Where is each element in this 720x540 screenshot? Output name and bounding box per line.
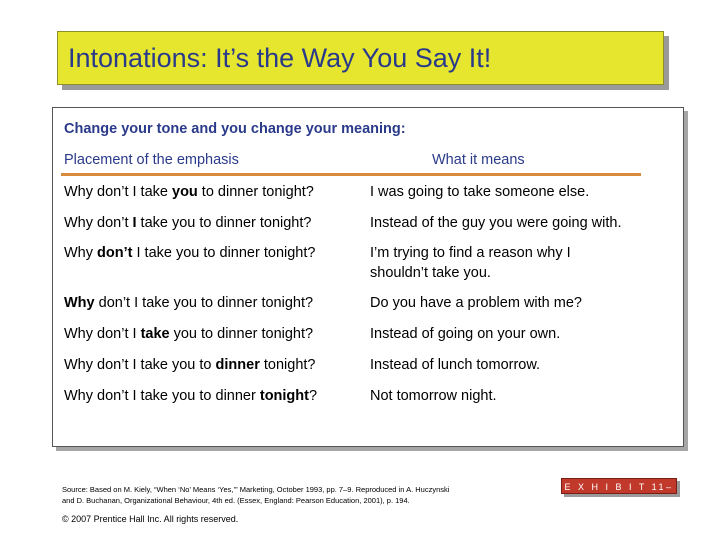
emphasized-word: tonight [259,388,309,404]
table-row-sentence: Why don’t I take you to dinner tonight? [64,245,316,261]
table-row-meaning: Instead of lunch tomorrow. [370,357,541,373]
table-row-meaning: I was going to take someone else. [370,184,590,200]
table-row-sentence: Why don’t I take you to dinner tonight? [64,388,318,404]
title-banner [57,31,664,85]
header-divider [61,173,641,176]
page-title: Intonations: It’s the Way You Say It! [68,43,492,73]
table-row-sentence: Why don’t I take you to dinner tonight? [64,184,314,200]
emphasized-word: Why [64,295,95,311]
table-row-meaning: Instead of the guy you were going with. [370,215,622,231]
table-row-sentence: Why don’t I take you to dinner tonight? [64,295,314,311]
emphasized-word: take [140,326,170,342]
table-row-meaning: I’m trying to find a reason why I shouldn’t take you. [370,245,571,281]
emphasized-word: don’t [97,245,133,261]
source-citation: Source: Based on M. Kiely, “When ‘No’ Means ‘Yes,’” Marketing, October 1993, pp. 7–9. Reproduced in A. Huczynski and D. Buchanan, Organizational Behaviour, 4th ed. (Essex, England: Pearson Education, 2001), p. 194. [62,485,450,505]
table-row-sentence: Why don’t I take you to dinner tonight? [64,326,314,342]
intro-heading: Change your tone and you change your meaning: [64,121,406,137]
table-row-meaning: Not tomorrow night. [370,388,497,404]
table-row-sentence: Why don’t I take you to dinner tonight? [64,215,312,231]
table-row-sentence: Why don’t I take you to dinner tonight? [64,357,316,373]
table-row-meaning: Instead of going on your own. [370,326,561,342]
emphasized-word: dinner [215,357,260,373]
column-header-meaning: What it means [432,152,525,168]
exhibit-badge: E X H I B I T 11–2 [561,478,677,494]
column-header-emphasis: Placement of the emphasis [64,152,239,168]
emphasized-word: you [172,184,198,200]
copyright-notice: © 2007 Prentice Hall Inc. All rights reserved. [62,514,239,524]
emphasized-word: I [132,215,137,231]
table-row-meaning: Do you have a problem with me? [370,295,582,311]
